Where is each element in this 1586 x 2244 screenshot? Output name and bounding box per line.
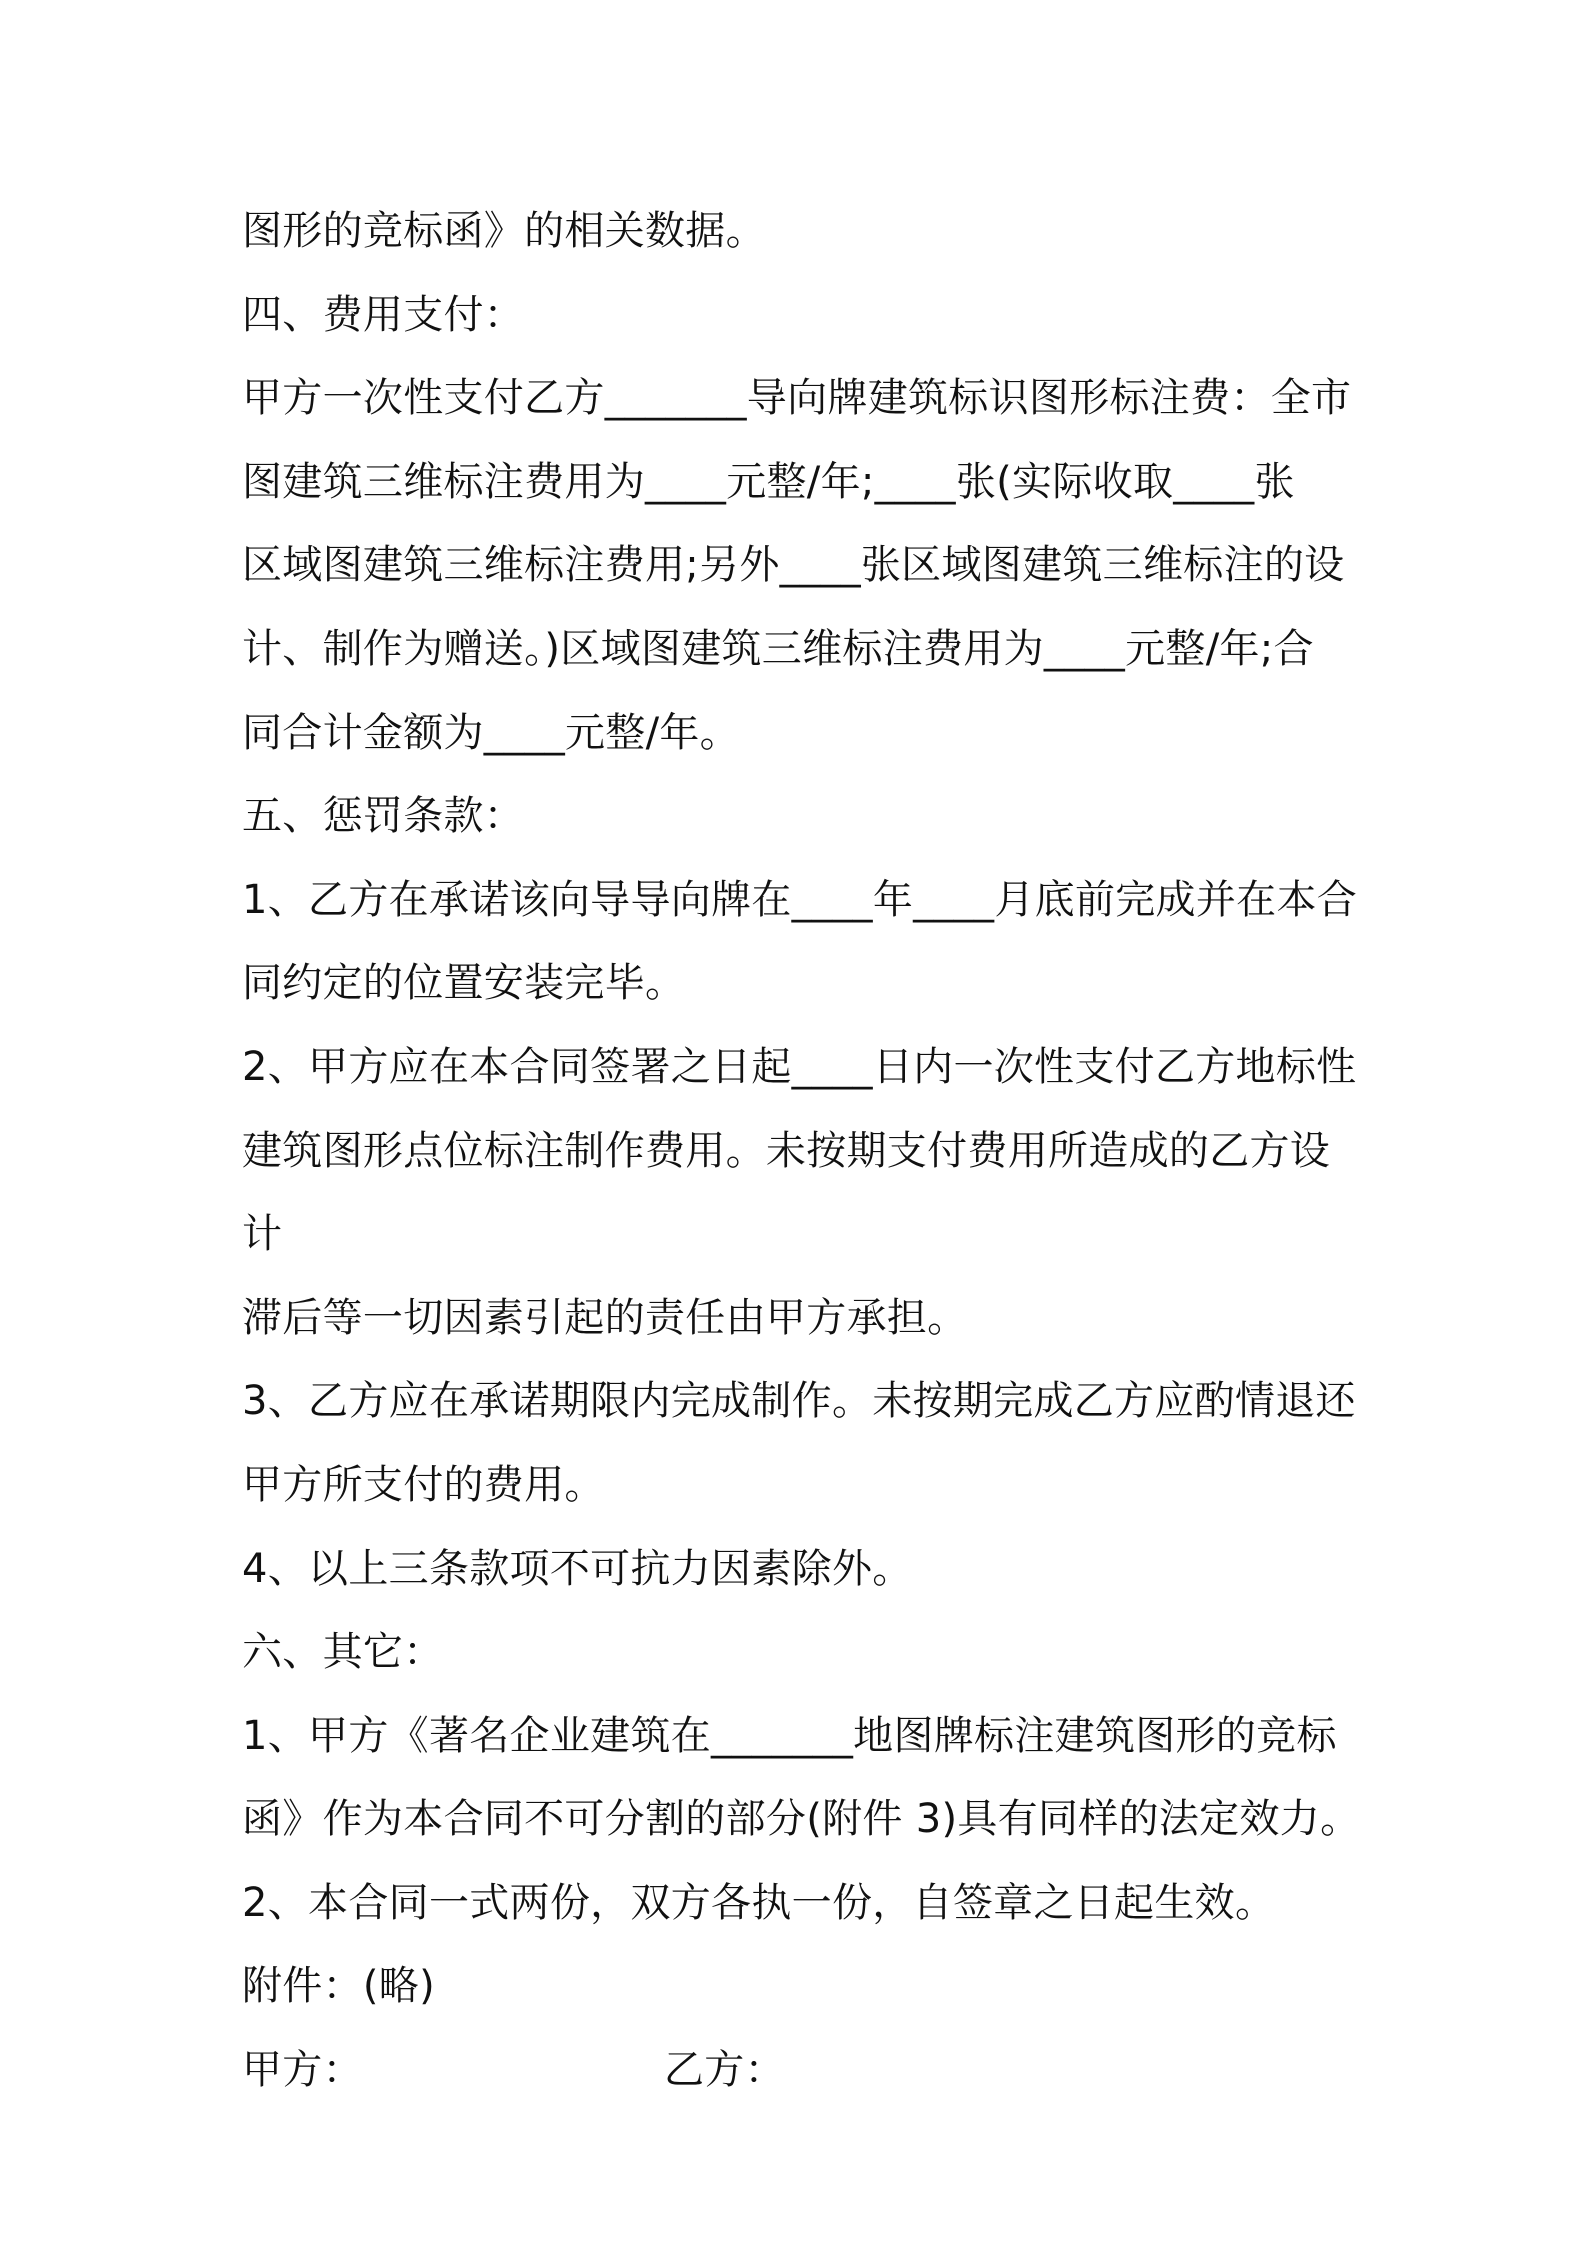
text-line: 同约定的位置安装完毕。 (242, 960, 686, 1007)
text-line: 计、制作为赠送。)区域图建筑三维标注费用为____元整/年;合 (242, 625, 1314, 672)
section-heading-payment: 四、费用支付： (242, 291, 525, 338)
text-line: 3、乙方应在承诺期限内完成制作。未按期完成乙方应酌情退还 (242, 1378, 1356, 1425)
text-line: 图形的竞标函》的相关数据。 (242, 208, 766, 254)
text-line: 2、甲方应在本合同签署之日起____日内一次性支付乙方地标性 (242, 1043, 1357, 1090)
party-a-signature-label: 甲方： (242, 2047, 363, 2094)
section-heading-penalty: 五、惩罚条款： (242, 793, 525, 840)
party-b-signature-label: 乙方： (664, 2047, 785, 2094)
section-heading-other: 六、其它： (242, 1629, 444, 1676)
document-body (242, 190, 1362, 2113)
text-line: 4、以上三条款项不可抗力因素除外。 (242, 1545, 913, 1592)
text-line: 区域图建筑三维标注费用;另外____张区域图建筑三维标注的设 (242, 542, 1345, 589)
text-line: 同合计金额为____元整/年。 (242, 709, 740, 756)
signature-row (242, 2029, 1362, 2113)
text-line: 建筑图形点位标注制作费用。未按期支付费用所造成的乙方设计 (242, 1127, 1331, 1258)
text-line: 1、甲方《著名企业建筑在_______地图牌标注建筑图形的竞标 (242, 1712, 1337, 1759)
text-line: 2、本合同一式两份，双方各执一份，自签章之日起生效。 (242, 1879, 1276, 1926)
text-line: 图建筑三维标注费用为____元整/年;____张(实际收取____张 (242, 458, 1295, 505)
text-line: 函》作为本合同不可分割的部分(附件 3)具有同样的法定效力。 (242, 1796, 1361, 1843)
text-line: 甲方一次性支付乙方_______导向牌建筑标识图形标注费：全市 (242, 375, 1352, 422)
attachment-note: 附件：(略) (242, 1963, 436, 2010)
text-line: 滞后等一切因素引起的责任由甲方承担。 (242, 1294, 968, 1341)
text-line: 甲方所支付的费用。 (242, 1461, 605, 1508)
text-line: 1、乙方在承诺该向导导向牌在____年____月底前完成并在本合 (242, 876, 1358, 923)
